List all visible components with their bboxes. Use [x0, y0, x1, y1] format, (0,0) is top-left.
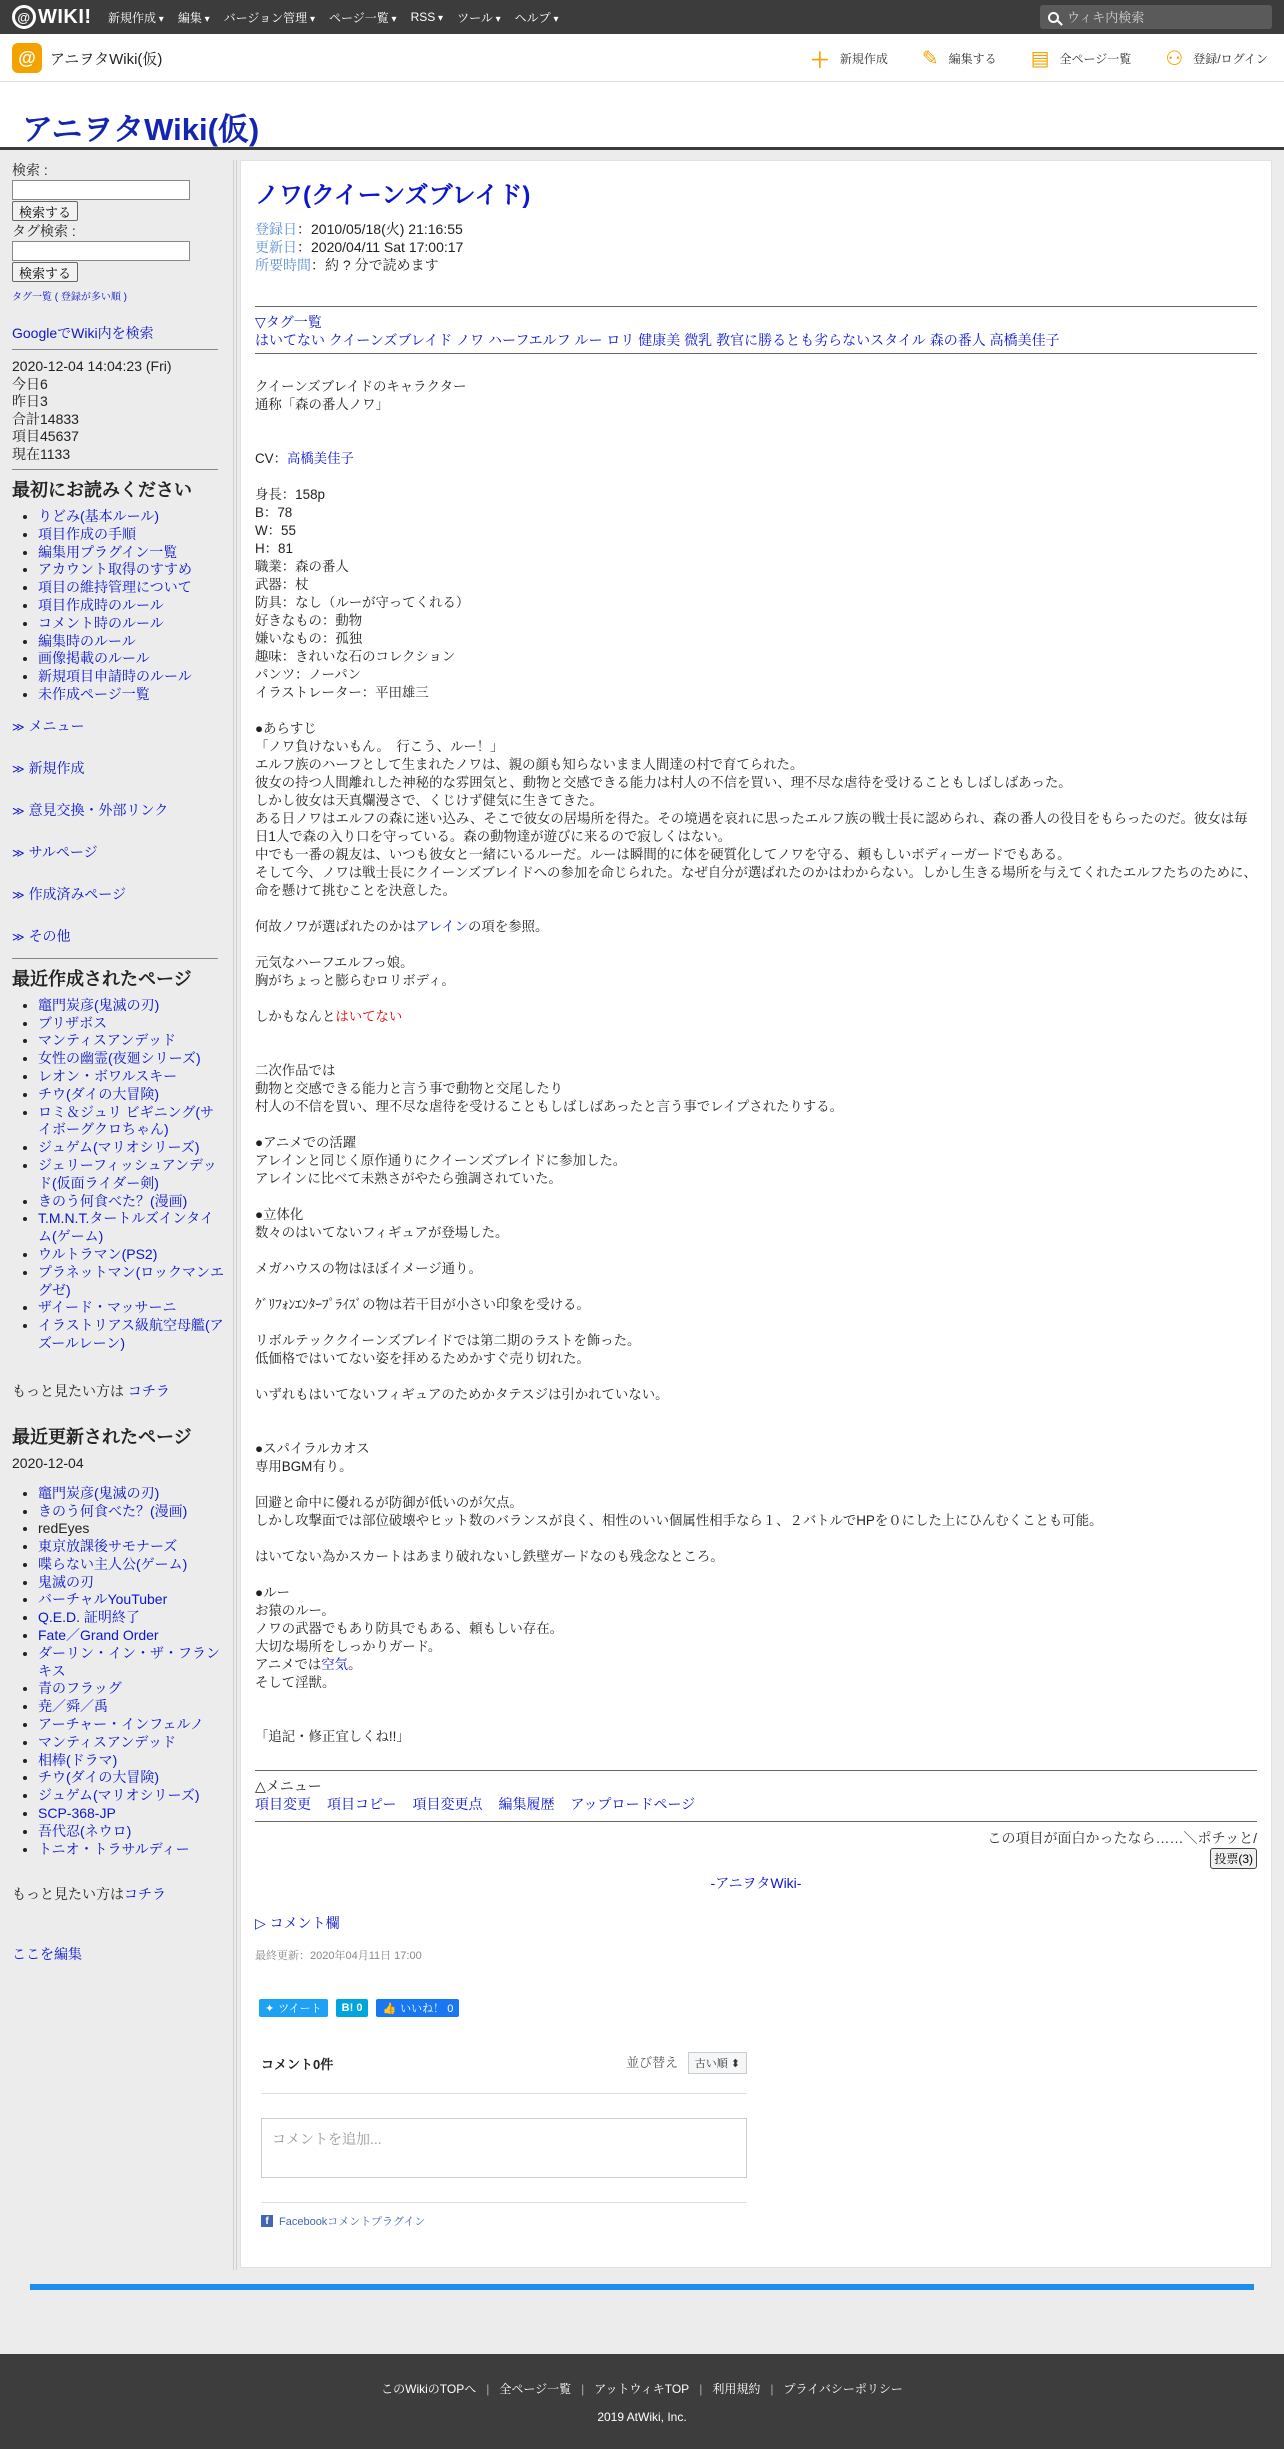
- list-item: [38, 1104, 226, 1140]
- first-read-link[interactable]: りどみ(基本ルール): [38, 508, 160, 524]
- recent-created-list: [12, 997, 226, 1353]
- list-item: [38, 1769, 226, 1787]
- new-page-button[interactable]: ＋ 新規作成: [810, 44, 888, 73]
- fold-item[interactable]: ≫ 意見交換・外部リンク: [12, 801, 169, 818]
- tag-section: [255, 313, 1257, 349]
- profile-line: H：81: [255, 541, 293, 556]
- recent-updated-link[interactable]: 尭／舜／禹: [38, 1698, 108, 1715]
- list-item: [38, 1591, 226, 1609]
- list-item: [38, 997, 226, 1015]
- recent-created-link[interactable]: ウルトラマン(PS2): [38, 1245, 158, 1262]
- synopsis-line: ある日ノワはエルフの森に迷い込み、そこで彼女の居場所を得た。その境遇を哀れに思ったエルフ族の戦士長に認められ、森の番人の役目をもらったのだ。彼女は毎日1人で森の入り口を守っている。森の動物達が遊びに来るので寂しくはない。: [255, 811, 1248, 844]
- separator: |: [486, 2382, 490, 2396]
- tag-link[interactable]: 高橋美佳子: [989, 332, 1060, 348]
- article-action-link[interactable]: 編集履歴: [498, 1796, 555, 1812]
- recent-updated-link[interactable]: きのう何食べた？(漫画): [38, 1502, 188, 1519]
- recent-updated-link[interactable]: 竈門炭彦(鬼滅の刃): [38, 1484, 160, 1501]
- last-updated: 最終更新：2020年04月11日 17:00: [255, 1950, 422, 1962]
- top-menu: [108, 0, 572, 34]
- menu-help[interactable]: ヘルプ ▾: [515, 9, 559, 26]
- access-counter: 2020-12-04 14:04:23 (Fri) 今日6 昨日3 合計14833 項目45637 現在1133: [12, 358, 172, 462]
- divider: [261, 2093, 747, 2094]
- article-title: ノワ(クイーンズブレイド): [255, 182, 531, 209]
- list-item: [38, 1485, 226, 1503]
- user-add-icon: ⚇: [1165, 47, 1184, 70]
- recent-created-link[interactable]: ロミ＆ジュリ ビギニング(サイボーグクロちゃん): [38, 1103, 214, 1138]
- vote-button[interactable]: 投票(3): [1210, 1848, 1257, 1869]
- recent-updated-link[interactable]: 吾代忍(ネウロ): [38, 1822, 132, 1839]
- recent-created-link[interactable]: ジェリーフィッシュアンデッド(仮面ライダー剣): [38, 1156, 217, 1191]
- list-item: [38, 1032, 226, 1050]
- fold-item[interactable]: ≫ メニュー: [12, 717, 85, 734]
- tag-search-label: タグ検索 :: [12, 223, 76, 239]
- list-item: [38, 544, 226, 562]
- tag-link[interactable]: ノワ: [456, 332, 485, 348]
- article-action-link[interactable]: 項目変更点: [412, 1796, 483, 1812]
- recent-updated-link[interactable]: ジュゲム(マリオシリーズ): [38, 1787, 200, 1804]
- wiki-search-input[interactable]: [1067, 10, 1257, 25]
- list-item: [38, 1609, 226, 1627]
- divider: [255, 1821, 1257, 1822]
- recent-updated-link[interactable]: 鬼滅の刃: [38, 1573, 94, 1590]
- divider: [12, 958, 218, 959]
- list-item: [38, 615, 226, 633]
- list-item: [38, 1139, 226, 1157]
- kuuki-link[interactable]: 空気: [321, 1657, 349, 1672]
- list-item: [38, 1157, 226, 1193]
- first-read-link[interactable]: 新規項目申請時のルール: [38, 668, 192, 685]
- tag-link[interactable]: ルー: [574, 332, 603, 348]
- fb-plugin-link[interactable]: f Facebookコメントプラグイン: [261, 2213, 747, 2229]
- list-item: [38, 668, 226, 686]
- recent-updated-link[interactable]: チウ(ダイの大冒険): [38, 1769, 160, 1786]
- recent-created-link[interactable]: イラストリアス級航空母艦(アズールレーン): [38, 1317, 224, 1351]
- search-icon[interactable]: [1048, 12, 1059, 23]
- list-item: [38, 1317, 226, 1353]
- share-buttons: [259, 1999, 467, 2017]
- column-divider: [233, 160, 237, 2270]
- recent-updated-link[interactable]: ダーリン・イン・ザ・フランキス: [38, 1644, 220, 1679]
- footer-link[interactable]: プライバシーポリシー: [783, 2382, 903, 2396]
- profile-line: B：78: [255, 505, 293, 520]
- divider: [255, 306, 1257, 307]
- article-action-link[interactable]: 項目変更: [255, 1796, 311, 1812]
- menu-new[interactable]: 新規作成 ▾: [108, 9, 164, 26]
- footer-links: [0, 2380, 1284, 2397]
- list-item: [38, 1264, 226, 1300]
- recent-updated-text: redEyes: [38, 1520, 90, 1537]
- footer-link[interactable]: アットウィキTOP: [594, 2382, 690, 2396]
- site-logo-icon: @: [12, 43, 42, 73]
- tag-link[interactable]: 森の番人: [929, 332, 986, 348]
- synopsis-line: 彼女の持つ人間離れした神秘的な雰囲気と、動物と交感できる能力は村人の不信を買い、理不尽な虐待を受けることもしばしばあった。: [255, 775, 1072, 790]
- profile-line: 武器：杖: [255, 577, 309, 592]
- menu-pages[interactable]: ページ一覧 ▾: [329, 9, 397, 26]
- profile-line: W：55: [255, 523, 296, 538]
- first-read-link[interactable]: 項目の維持管理について: [38, 579, 192, 596]
- list-item: [38, 1556, 226, 1574]
- list-item: [38, 1538, 226, 1556]
- recent-created-link[interactable]: マンティスアンデッド: [38, 1032, 177, 1049]
- accent-bar: [30, 2284, 1254, 2290]
- tag-header[interactable]: ▽タグ一覧: [255, 314, 322, 330]
- list-item: [38, 1787, 226, 1805]
- list-item: [38, 1645, 226, 1681]
- separator: |: [699, 2382, 703, 2396]
- separator: |: [581, 2382, 585, 2396]
- list-item: [38, 1716, 226, 1734]
- synopsis-line: エルフ族のハーフとして生まれたノワは、親の顔も知らないまま人間達の村で育てられた。: [255, 757, 804, 772]
- recent-updated-link[interactable]: マンティスアンデッド: [38, 1733, 177, 1750]
- hatena-button[interactable]: B! 0: [336, 1999, 369, 2017]
- comment-section-link[interactable]: ▷ コメント欄: [255, 1915, 340, 1931]
- site-name: アニヲタWiki(仮): [50, 50, 163, 68]
- divider: [255, 353, 1257, 354]
- tweet-button[interactable]: ✦ ツイート: [259, 1999, 328, 2017]
- footer-link[interactable]: このWikiのTOPへ: [381, 2382, 477, 2396]
- pencil-icon: ✎: [921, 47, 939, 70]
- footer-link[interactable]: 全ページ一覧: [499, 2382, 572, 2396]
- article-action-link[interactable]: アップロードページ: [570, 1796, 696, 1812]
- list-item: [38, 1574, 226, 1592]
- fold-item[interactable]: ≫ サルページ: [12, 843, 98, 860]
- main-content: [240, 160, 1272, 2268]
- site-header: [0, 34, 1284, 82]
- tag-link[interactable]: はいてない: [255, 332, 325, 348]
- recent-updated-link[interactable]: 相棒(ドラマ): [38, 1751, 118, 1768]
- double-chevron-icon: ≫: [12, 887, 25, 902]
- profile-line: イラストレーター：平田雄三: [255, 685, 429, 700]
- recent-created-link[interactable]: ジュゲム(マリオシリーズ): [38, 1139, 200, 1156]
- menu-heading: △メニュー: [255, 1778, 322, 1794]
- recent-created-link[interactable]: ザイード・マッサーニ: [38, 1299, 177, 1316]
- double-chevron-icon: ≫: [12, 761, 25, 776]
- first-read-link[interactable]: 編集時のルール: [38, 632, 136, 649]
- recent-updated-date: 2020-12-04: [12, 1454, 84, 1471]
- fold-menu: [12, 716, 226, 946]
- profile-line: 嫌いなもの：孤独: [255, 631, 363, 646]
- recent-created-link[interactable]: レオン・ボワルスキー: [38, 1067, 178, 1084]
- wiki-search: [1040, 5, 1272, 29]
- vote-area: この項目が面白かったなら……＼ポチッと/ 投票(3): [255, 1828, 1257, 1869]
- list-item: [38, 597, 226, 615]
- double-chevron-icon: ≫: [12, 845, 25, 860]
- site-brand[interactable]: [12, 43, 162, 73]
- list-item: [38, 1627, 226, 1645]
- menu-tools[interactable]: ツール ▾: [457, 9, 501, 26]
- tag-list: [255, 331, 1257, 349]
- profile-line: 職業：森の番人: [255, 559, 349, 574]
- fold-item[interactable]: ≫ 作成済みページ: [12, 885, 127, 902]
- article-footer-links: [255, 1795, 1257, 1813]
- comment-input[interactable]: コメントを追加...: [261, 2118, 747, 2178]
- first-read-link[interactable]: 項目作成時のルール: [38, 596, 164, 613]
- divider: [255, 1770, 1257, 1771]
- synopsis-block: [255, 738, 1257, 900]
- more-updated-link[interactable]: コチラ: [124, 1886, 166, 1903]
- first-read-link[interactable]: アカウント取得のすすめ: [38, 561, 192, 578]
- profile-line: 防具：なし（ルーが守ってくれる）: [255, 595, 470, 610]
- synopsis-line: そして今、ノワは戦士長にクイーンズブレイドへの参加を命じられた。なぜ自分が選ばれたのかはわからない。しかし生きる場所を与えてくれたエルフたちのために、命を懸けて挑むことを決意した。: [255, 865, 1257, 898]
- all-pages-button[interactable]: ▤ 全ページ一覧: [1030, 47, 1132, 70]
- list-item: [38, 508, 226, 526]
- profile-line: 好きなもの：動物: [255, 613, 363, 628]
- recent-updated-link[interactable]: 喋らない主人公(ゲーム): [38, 1555, 188, 1572]
- atwiki-logo[interactable]: @ WIKI!: [12, 5, 92, 29]
- alain-link[interactable]: アレイン: [415, 919, 469, 934]
- menu-edit[interactable]: 編集 ▾: [178, 9, 210, 26]
- recent-created-heading: 最近作成されたページ: [12, 968, 192, 989]
- recent-updated-link[interactable]: バーチャルYouTuber: [38, 1591, 168, 1608]
- recent-updated-link[interactable]: SCP-368-JP: [38, 1805, 116, 1822]
- menu-version[interactable]: バージョン管理 ▾: [224, 9, 315, 26]
- login-button[interactable]: ⚇ 登録/ログイン: [1165, 47, 1268, 70]
- sidebar-search-input[interactable]: [12, 180, 190, 200]
- more-created-link[interactable]: コチラ: [127, 1382, 170, 1399]
- comment-count: コメント0件: [261, 2056, 334, 2072]
- first-read-link[interactable]: コメント時のルール: [38, 614, 164, 631]
- recent-created-link[interactable]: ブリザボス: [38, 1014, 108, 1031]
- list-item: [38, 1841, 226, 1859]
- first-read-link[interactable]: 未作成ページ一覧: [38, 685, 150, 702]
- list-item: [38, 633, 226, 651]
- sort-select[interactable]: 古い順 ⬍: [688, 2052, 747, 2074]
- synopsis-line: 「ノワ負けないもん。 行こう、ルー！」: [255, 739, 504, 754]
- divider: [12, 349, 218, 350]
- thumbs-up-icon: 👍: [382, 2002, 397, 2015]
- double-chevron-icon: ≫: [12, 719, 25, 734]
- first-read-link[interactable]: 項目作成の手順: [38, 525, 136, 542]
- list-item: [38, 1050, 226, 1068]
- recent-updated-link[interactable]: アーチャー・インフェルノ: [38, 1716, 204, 1733]
- search-label: 検索 :: [12, 162, 48, 178]
- first-read-link[interactable]: 編集用プラグイン一覧: [38, 543, 178, 560]
- sidebar: [0, 162, 226, 1964]
- list-item: [38, 526, 226, 544]
- tag-link[interactable]: クイーンズブレイド: [328, 332, 453, 348]
- twitter-bird-icon: ✦: [265, 2002, 275, 2015]
- tag-link[interactable]: 微乳: [684, 332, 713, 348]
- tag-link[interactable]: ハーフエルフ: [488, 332, 571, 348]
- wiki-home-link[interactable]: -アニヲタWiki-: [710, 1875, 802, 1891]
- tag-link[interactable]: ロリ: [606, 332, 635, 348]
- recent-created-link[interactable]: きのう何食べた？(漫画): [38, 1192, 188, 1209]
- list-item: [38, 1698, 226, 1716]
- article-action-link[interactable]: 項目コピー: [327, 1796, 397, 1812]
- recent-updated-link[interactable]: トニオ・トラサルディー: [38, 1840, 190, 1857]
- recent-updated-heading: 最近更新されたページ: [12, 1426, 192, 1447]
- profile-line: パンツ：ノーパン: [255, 667, 362, 682]
- synopsis-line: 中でも一番の親友は、いつも彼女と一緒にいるルーだ。ルーは瞬間的に体を硬質化してノワを守る、頼もしいボディーガードでもある。: [255, 847, 1071, 862]
- list-item: [38, 1823, 226, 1841]
- more-updated: もっと見たい方はコチラ: [12, 1886, 166, 1903]
- list-item: [38, 1734, 226, 1752]
- recent-created-link[interactable]: プラネットマン(ロックマンエグゼ): [38, 1263, 224, 1298]
- list-item: [38, 561, 226, 579]
- tag-search-input[interactable]: [12, 241, 190, 261]
- list-item: [38, 1299, 226, 1317]
- top-bar: [0, 0, 1284, 34]
- first-read-link[interactable]: 画像掲載のルール: [38, 650, 150, 667]
- recent-updated-link[interactable]: 青のフラッグ: [38, 1680, 122, 1697]
- sort-label: 並び替え: [626, 2055, 679, 2070]
- list-item: [38, 1015, 226, 1033]
- footer: [0, 2354, 1284, 2449]
- article-meta: 登録日：2010/05/18(火) 21:16:55 更新日：2020/04/11 Sat 17:00:17 所要時間：約 ? 分で読めます: [255, 221, 464, 273]
- article-menu: [255, 1777, 1257, 1813]
- separator: |: [770, 2382, 774, 2396]
- fold-item[interactable]: ≫ 新規作成: [12, 759, 85, 776]
- first-read-list: [12, 508, 226, 704]
- list-item: [38, 650, 226, 668]
- list-item: [38, 1210, 226, 1246]
- document-icon: ▤: [1030, 47, 1050, 70]
- tag-link[interactable]: 教官に勝るとも劣らないスタイル: [716, 332, 926, 348]
- fold-item[interactable]: ≫ その他: [12, 927, 71, 944]
- list-item: [38, 1680, 226, 1698]
- fb-comment-widget: [261, 2051, 747, 2229]
- list-item: [38, 1805, 226, 1823]
- list-item: [38, 686, 226, 704]
- edit-sidebar-link[interactable]: ここを編集: [12, 1946, 82, 1963]
- recent-updated-link[interactable]: 東京放課後サモナーズ: [38, 1538, 178, 1555]
- plus-icon: ＋: [809, 49, 830, 72]
- first-read-heading: 最初にお読みください: [12, 480, 192, 500]
- recent-created-link[interactable]: 竈門炭彦(鬼滅の刃): [38, 996, 160, 1013]
- divider: [261, 2202, 747, 2203]
- profile-block: [255, 486, 1257, 702]
- copyright: 2019 AtWiki, Inc.: [597, 2410, 687, 2424]
- recent-created-link[interactable]: T.M.N.T.タートルズインタイム(ゲーム): [38, 1210, 214, 1245]
- divider: [12, 469, 218, 470]
- tag-link[interactable]: 健康美: [638, 332, 681, 348]
- list-item: [38, 1086, 226, 1104]
- double-chevron-icon: ≫: [12, 803, 25, 818]
- menu-rss[interactable]: RSS ▾: [411, 10, 444, 24]
- wiki-title-bar: [0, 82, 1284, 150]
- list-item: [38, 1520, 226, 1538]
- profile-line: 身長：158p: [255, 487, 325, 502]
- more-created: もっと見たい方は コチラ: [12, 1382, 170, 1399]
- tag-list-link[interactable]: タグ一覧 ( 登録が多い順 ): [12, 292, 127, 303]
- list-item: [38, 1193, 226, 1211]
- header-actions: [776, 34, 1268, 82]
- like-button[interactable]: 👍 いいね！ 0: [376, 1999, 459, 2017]
- tag-search-button[interactable]: 検索する: [12, 262, 78, 282]
- list-item: [38, 1068, 226, 1086]
- list-item: [38, 579, 226, 597]
- edit-button[interactable]: ✎ 編集する: [921, 47, 997, 70]
- synopsis-line: しかし彼女は天真爛漫さで、くじけず健気に生きてきた。: [255, 793, 603, 808]
- list-item: [38, 1246, 226, 1264]
- double-chevron-icon: ≫: [12, 929, 25, 944]
- profile-line: 趣味：きれいな石のコレクション: [255, 649, 456, 664]
- footer-link[interactable]: 利用規約: [712, 2382, 761, 2396]
- recent-updated-link[interactable]: Fate／Grand Order: [38, 1627, 159, 1644]
- google-search-link[interactable]: GoogleでWiki内を検索: [12, 325, 154, 341]
- list-item: [38, 1752, 226, 1770]
- list-item: [38, 1503, 226, 1521]
- at-icon: @: [12, 5, 36, 29]
- recent-updated-link[interactable]: Q.E.D. 証明終了: [38, 1609, 140, 1626]
- recent-created-link[interactable]: チウ(ダイの大冒険): [38, 1085, 160, 1102]
- sidebar-search-button[interactable]: 検索する: [12, 201, 78, 221]
- facebook-icon: f: [261, 2215, 273, 2227]
- article-body: クイーンズブレイドのキャラクター 通称「森の番人ノワ」 CV：高橋美佳子 身長：158p B：78 W：55 H：81 職業：森の番人 武器：杖 防具：なし（ルーが守ってくれる） 好きなもの：動物 嫌いなもの：孤独 趣味：きれいな石のコレクション パンツ：ノーパン イラストレーター：平田雄三 ●あらすじ 「ノワ負けないもん。 行こう、ルー！」 エルフ族のハーフとして生まれたノワは、親の顔も知らないまま人間達の村で育てられた。 彼女の持つ人間離れした神秘的な雰囲気と、動物と交感できる能力は村人の不信を買い、理不尽な虐待を受けることもしばしばあった。 しかし彼女は天真爛漫さで、くじけず健気に生きてきた。 ある日ノワはエルフの森に迷い込み、そこで彼女の居場所を得た。その境遇を哀れに思ったエルフ族の戦士長に認められ、森の番人の役目をもらったのだ。彼女は毎日1人で森の入り口を守っている。森の動物達が遊びに来るので寂しくはない。 中でも一番の親友は、いつも彼女と一緒にいるルーだ。ルーは瞬間的に体を硬質化してノワを守る、頼もしいボディーガードでもある。 そして今、ノワは戦士長にクイーンズブレイドへの参加を命じられた。なぜ自分が選ばれたのかはわからない。しかし生きる場所を与えてくれたエルフたちのために、命を懸けて挑むことを決意した。 何故ノワが選ばれたのかはアレインの項を参照。 元気なハーフエルフっ娘。 胸がちょっと膨らむロリボディ。 しかもなんとはいてない 二次作品では 動物と交感できる能力と言う事で動物と交尾したり 村人の不信を買い、理不尽な虐待を受けることもしばしばあったと言う事でレイプされたりする。 ●アニメでの活躍 アレインと同じく原作通りにクイーンズブレイドに参加した。 アレインに比べて未熟さがやたら強調されていた。 ●立体化 数々のはいてないフィギュアが登場した。 メガハウスの物はほぼイメージ通り。 ｸﾞﾘﾌｫﾝｴﾝﾀｰﾌﾟﾗｲｽﾞの物は若干目が小さい印象を受ける。 リボルテッククイーンズブレイドでは第二期のラストを飾った。 低価格ではいてない姿を拝めるためかすぐ売り切れた。 いずれもはいてないフィギュアのためかタテスジは引かれていない。 ●スパイラルカオス 専用BGM有り。 回避と命中に優れるが防御が低いのが欠点。 しかし攻撃面では部位破壊やヒット数のバランスが良く、相性のいい個属性相手なら１、２バトルでHPを０にした上にひんむくことも可能。 はいてない為かスカートはあまり破れないし鉄壁ガードなのも残念なところ。 ●ルー お猿のルー。 ノワの武器でもあり防具でもある、頼もしい存在。 大切な場所をしっかりガード。 アニメでは空気。 そして淫獣。 「追記・修正宜しくね!!」: [255, 379, 1257, 1744]
- recent-created-link[interactable]: 女性の幽霊(夜廻シリーズ): [38, 1050, 201, 1067]
- wiki-title[interactable]: アニヲタWiki(仮): [22, 112, 260, 147]
- cv-link[interactable]: 高橋美佳子: [287, 451, 354, 466]
- recent-updated-list: [12, 1485, 226, 1859]
